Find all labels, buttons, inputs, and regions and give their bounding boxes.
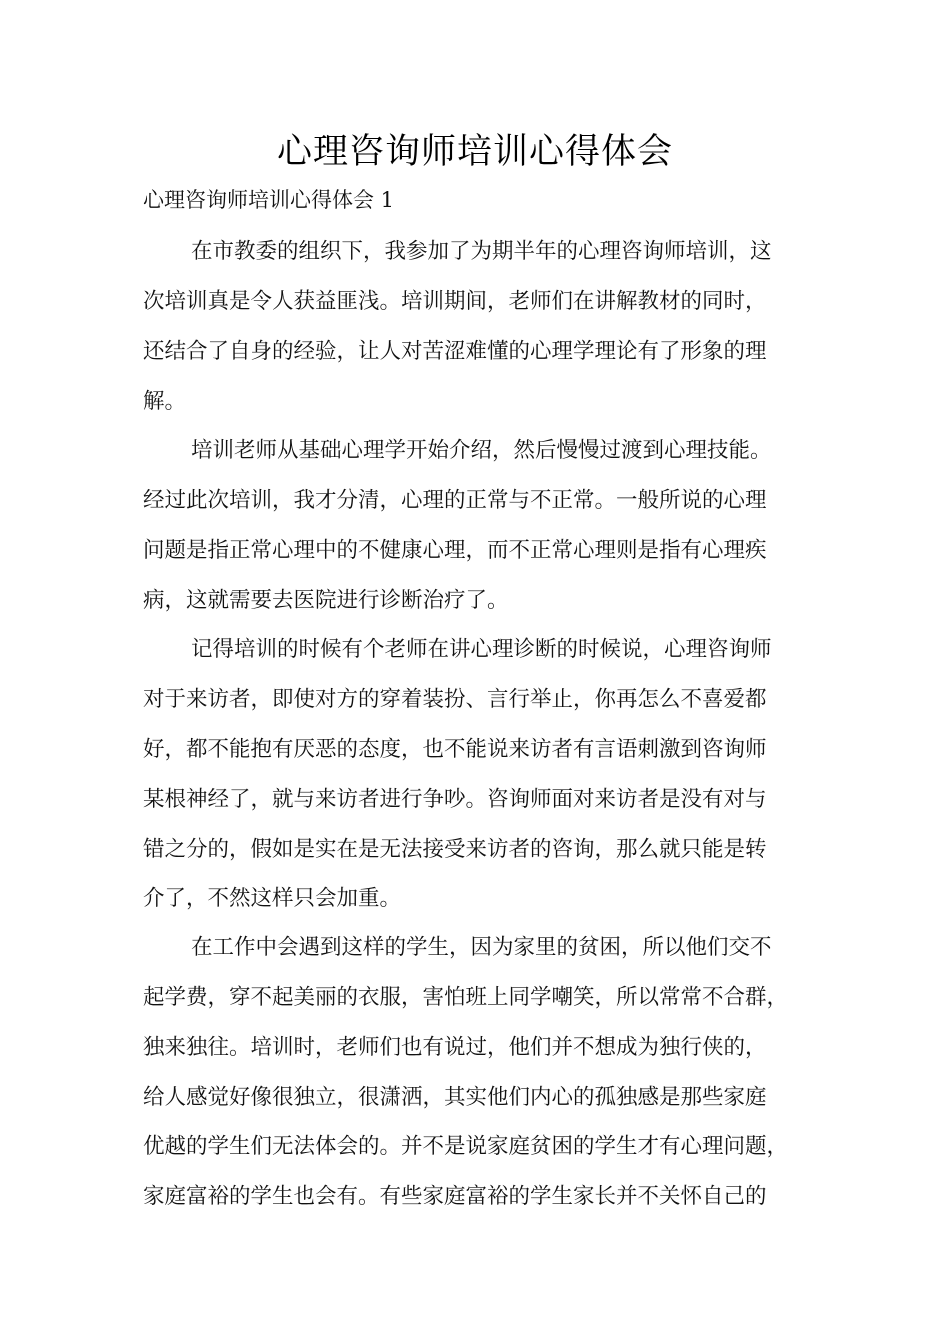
paragraph-3-line-2: 对于来访者，即使对方的穿着装扮、言行举止，你再怎么不喜爱都 <box>143 687 767 712</box>
paragraph-1-line-2: 次培训真是令人获益匪浅。培训期间，老师们在讲解教材的同时， <box>143 289 767 314</box>
paragraph-2-line-2: 经过此次培训，我才分清，心理的正常与不正常。一般所说的心理 <box>143 488 767 513</box>
paragraph-3-line-5: 错之分的，假如是实在是无法接受来访者的咨询，那么就只能是转 <box>143 837 767 862</box>
paragraph-2-line-4: 病，这就需要去医院进行诊断治疗了。 <box>143 588 509 613</box>
paragraph-1-line-4: 解。 <box>143 389 187 414</box>
paragraph-2-line-3: 问题是指正常心理中的不健康心理，而不正常心理则是指有心理疾 <box>143 538 767 563</box>
paragraph-4-line-2: 起学费，穿不起美丽的衣服，害怕班上同学嘲笑，所以常常不合群， <box>143 985 789 1010</box>
paragraph-3-line-6: 介了，不然这样只会加重。 <box>143 886 402 911</box>
paragraph-3-line-4: 某根神经了，就与来访者进行争吵。咨询师面对来访者是没有对与 <box>143 787 767 812</box>
paragraph-3-line-3: 好，都不能抱有厌恶的态度，也不能说来访者有言语刺激到咨询师 <box>143 737 767 762</box>
paragraph-1-line-1: 在市教委的组织下，我参加了为期半年的心理咨询师培训，这 <box>191 239 772 264</box>
paragraph-4-line-5: 优越的学生们无法体会的。并不是说家庭贫困的学生才有心理问题， <box>143 1134 789 1159</box>
paragraph-1-line-3: 还结合了自身的经验，让人对苦涩难懂的心理学理论有了形象的理 <box>143 339 767 364</box>
paragraph-3-line-1: 记得培训的时候有个老师在讲心理诊断的时候说，心理咨询师 <box>191 637 772 662</box>
paragraph-4-line-3: 独来独往。培训时，老师们也有说过，他们并不想成为独行侠的， <box>143 1035 767 1060</box>
paragraph-4-line-6: 家庭富裕的学生也会有。有些家庭富裕的学生家长并不关怀自己的 <box>143 1184 767 1209</box>
paragraph-4-line-4: 给人感觉好像很独立，很潇洒，其实他们内心的孤独感是那些家庭 <box>143 1085 767 1110</box>
document-title: 心理咨询师培训心得体会 <box>276 132 673 172</box>
document-subtitle: 心理咨询师培训心得体会 1 <box>143 188 395 212</box>
paragraph-4-line-1: 在工作中会遇到这样的学生，因为家里的贫困，所以他们交不 <box>191 935 772 960</box>
paragraph-2-line-1: 培训老师从基础心理学开始介绍，然后慢慢过渡到心理技能。 <box>191 438 772 463</box>
